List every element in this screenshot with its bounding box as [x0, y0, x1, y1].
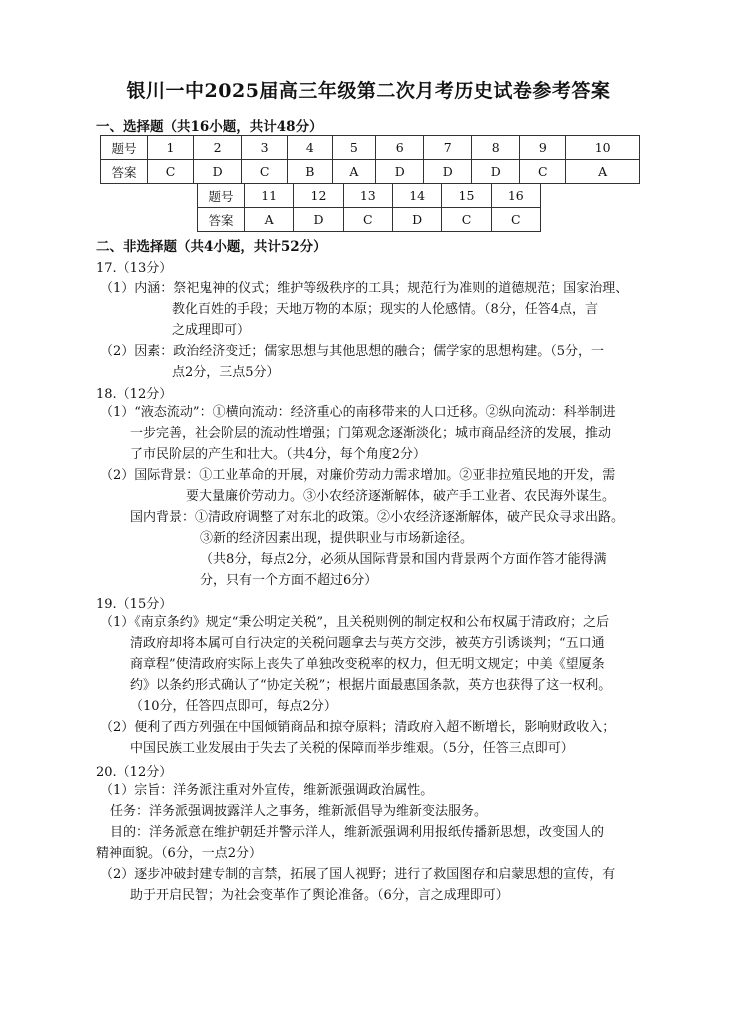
q19-p2-line1: （2）便利了西方列强在中国倾销商品和掠夺原料；清政府入超不断增长，影响财政收入；: [100, 720, 616, 735]
table-cell: 6: [376, 136, 424, 160]
table-cell: 1: [148, 136, 194, 160]
q18-p1-line1: （1）“液态流动”：①横向流动：经济重心的南移带来的人口迁移。②纵向流动：科举制进: [100, 405, 616, 420]
page-title: 银川一中2025届高三年级第二次月考历史试卷参考答案: [126, 80, 611, 102]
row-label: 答案: [101, 160, 148, 184]
q20-p2-line1: （2）逐步冲破封建专制的言禁，拓展了国人视野；进行了救国图存和启蒙思想的宣传，有: [100, 867, 616, 882]
table-cell: 9: [520, 136, 566, 160]
q20-p1-line4: 精神面貌。（6分，一点2分）: [96, 846, 263, 861]
q20-p1-line1: （1）宗旨：洋务派注重对外宣传，维新派强调政治属性。: [100, 783, 434, 798]
table-cell: 5: [332, 136, 376, 160]
q18-p2-line4: ③新的经济因素出现，提供职业与市场新途径。: [200, 531, 474, 546]
q18-p2-line5: （共8分，每点2分，必须从国际背景和国内背景两个方面作答才能得满: [200, 552, 607, 567]
table-cell: 10: [566, 136, 640, 160]
q19-p1-line5: （10分，任答四点即可，每点2分）: [130, 699, 337, 714]
q20-p1-line2: 任务：洋务派强调披露洋人之事务，维新派倡导为维新变法服务。: [110, 804, 488, 819]
row-label: 答案: [198, 208, 245, 232]
table-cell: 15: [442, 184, 491, 208]
q20-p2-line2: 助于开启民智；为社会变革作了舆论准备。（6分，言之成理即可）: [130, 888, 509, 903]
table-cell: 3: [242, 136, 288, 160]
row-label: 题号: [198, 184, 245, 208]
q18-p2-line2: 要大量廉价劳动力。③小农经济逐渐解体，破产手工业者、农民海外谋生。: [186, 489, 616, 504]
q20-p1-line3: 目的：洋务派意在维护朝廷并警示洋人，维新派强调利用报纸传播新思想，改变国人的: [110, 825, 605, 840]
table-cell: C: [520, 160, 566, 184]
table-cell: A: [245, 208, 294, 232]
table-cell: D: [472, 160, 520, 184]
table-cell: C: [148, 160, 194, 184]
table-cell: C: [491, 208, 540, 232]
table-cell: 11: [245, 184, 294, 208]
table-cell: C: [343, 208, 392, 232]
section-2-heading: 二、非选择题（共4小题，共计52分）: [96, 239, 327, 255]
q18-p1-line2: 一步完善，社会阶层的流动性增强；门第观念逐渐淡化；城市商品经济的发展，推动: [130, 426, 612, 441]
table-cell: A: [566, 160, 640, 184]
table-cell: 8: [472, 136, 520, 160]
q18-p2-line6: 分，只有一个方面不超过6分）: [200, 573, 378, 588]
q17-heading: 17.（13分）: [96, 261, 173, 276]
q17-p2-line2: 点2分，三点5分）: [172, 365, 280, 380]
q19-p1-line3: 商章程”使清政府实际上丧失了单独改变税率的权力，但无明文规定；中美《望厦条: [130, 657, 605, 672]
table-cell: A: [332, 160, 376, 184]
table-cell: 2: [194, 136, 242, 160]
table-row: [101, 160, 640, 184]
table-cell: D: [392, 208, 441, 232]
q18-p2-line3: 国内背景：①清政府调整了对东北的政策。②小农经济逐渐解体，破产民众寻求出路。: [130, 510, 625, 525]
q19-p2-line2: 中国民族工业发展由于失去了关税的保障而举步维艰。（5分，任答三点即可）: [130, 741, 574, 756]
table-cell: 14: [392, 184, 441, 208]
table-row: [198, 208, 541, 232]
table-row: [198, 184, 541, 208]
q19-p1-line4: 约》以条约形式确认了“协定关税”；根据片面最惠国条款，英方也获得了这一权利。: [130, 678, 612, 693]
q19-heading: 19.（15分）: [96, 597, 173, 612]
q18-p2-line1: （2）国际背景：①工业革命的开展，对廉价劳动力需求增加。②亚非拉殖民地的开发，需: [100, 468, 616, 483]
table-row: [101, 136, 640, 160]
section-1-heading: 一、选择题（共16小题，共计48分）: [96, 119, 323, 135]
q17-p1-line2: 教化百姓的手段；天地万物的本原；现实的人伦感情。（8分，任答4点，言: [172, 302, 599, 317]
table-cell: 4: [288, 136, 332, 160]
table-cell: D: [376, 160, 424, 184]
q18-heading: 18.（12分）: [96, 387, 173, 402]
answer-table-2: [197, 183, 541, 232]
table-cell: D: [194, 160, 242, 184]
table-cell: D: [294, 208, 343, 232]
table-cell: 13: [343, 184, 392, 208]
q17-p1-line3: 之成理即可）: [172, 323, 251, 338]
q19-p1-line2: 清政府却将本属可自行决定的关税问题拿去与英方交涉，被英方引诱谈判；“五口通: [130, 636, 605, 651]
q17-p1-line1: （1）内涵：祭祀鬼神的仪式；维护等级秩序的工具；规范行为准则的道德规范；国家治理、: [100, 281, 629, 296]
table-cell: 12: [294, 184, 343, 208]
q20-heading: 20.（12分）: [96, 765, 173, 780]
row-label: 题号: [101, 136, 148, 160]
table-cell: C: [442, 208, 491, 232]
answer-table-1: [100, 135, 640, 184]
q17-p2-line1: （2）因素：政治经济变迁；儒家思想与其他思想的融合；儒学家的思想构建。（5分，一: [100, 344, 605, 359]
q18-p1-line3: 了市民阶层的产生和壮大。（共4分，每个角度2分）: [130, 447, 427, 462]
table-cell: C: [242, 160, 288, 184]
q19-p1-line1: （1）《南京条约》规定“秉公明定关税”，且关税则例的制定权和公布权属于清政府；之后: [100, 615, 610, 630]
table-cell: B: [288, 160, 332, 184]
table-cell: 7: [424, 136, 472, 160]
table-cell: 16: [491, 184, 540, 208]
table-cell: D: [424, 160, 472, 184]
